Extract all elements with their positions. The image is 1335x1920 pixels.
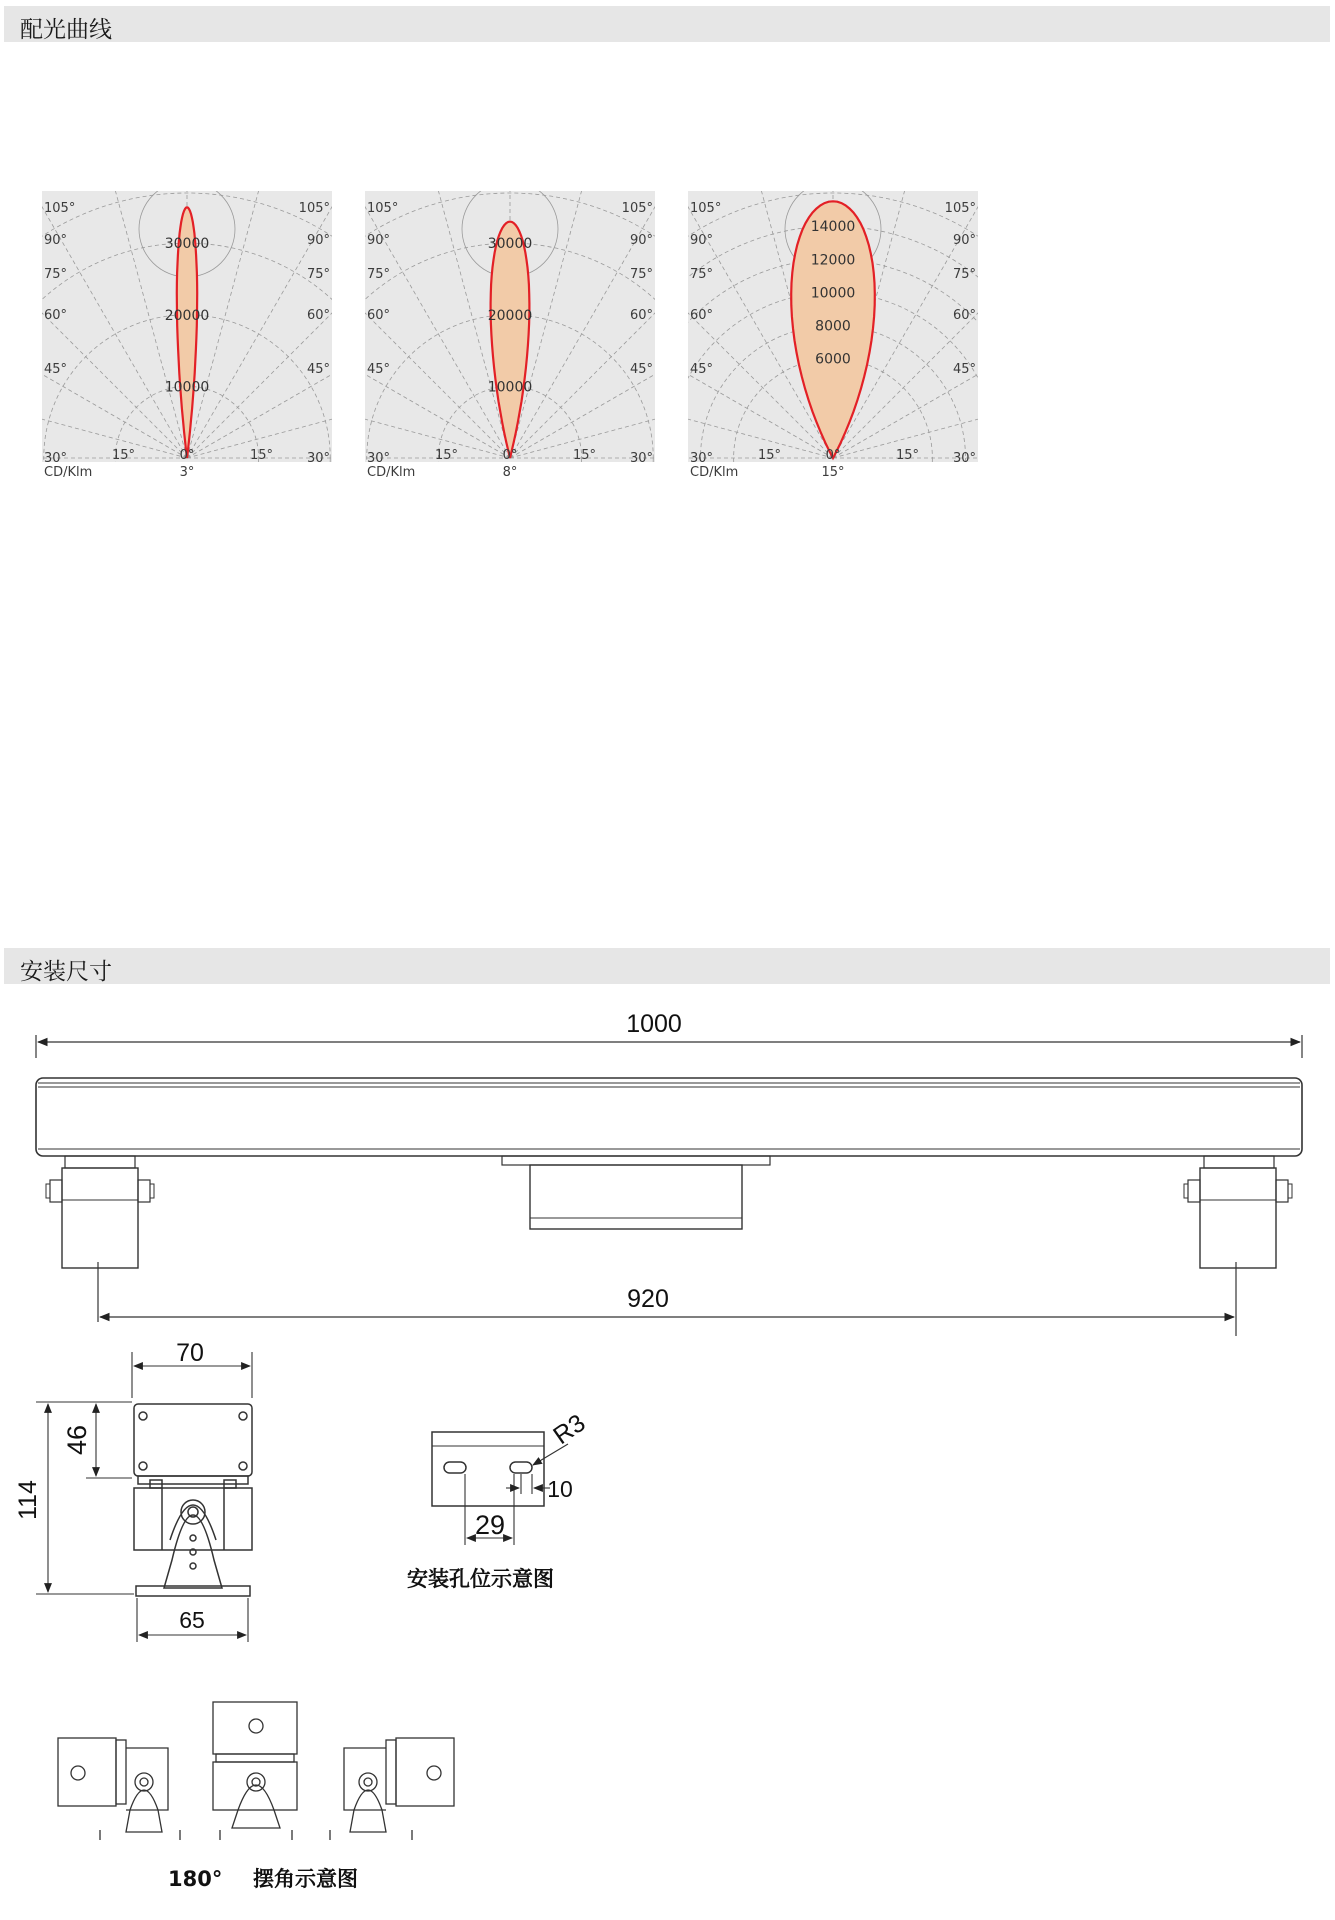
angle-label-left: 105°	[690, 201, 722, 216]
angle-label-left: 15°	[435, 448, 459, 463]
angle-label-right: 60°	[629, 308, 653, 323]
angle-label-left: 90°	[690, 233, 714, 248]
section-title: 安装尺寸	[20, 959, 112, 985]
ring-label: 6000	[815, 351, 851, 368]
ring-label: 30000	[487, 236, 533, 253]
ring-label: 8000	[815, 318, 851, 335]
angle-label-center: 0°	[179, 448, 195, 463]
angle-label-center: 0°	[825, 448, 841, 463]
angle-label-right: 60°	[306, 308, 330, 323]
beam-angle-label: 15°	[821, 465, 845, 480]
luminaire-front-view	[36, 1078, 1302, 1268]
angle-label-right: 105°	[298, 201, 330, 216]
angle-label-left: 45°	[367, 362, 391, 377]
angle-label-right: 30°	[952, 451, 976, 466]
angle-label-right: 45°	[306, 362, 330, 377]
angle-label-left: 15°	[112, 448, 136, 463]
ring-label: 10000	[487, 379, 533, 396]
ring-label: 14000	[810, 219, 856, 236]
swing-angle-text: 摆角示意图	[252, 1867, 358, 1891]
beam-angle-label: 3°	[179, 465, 195, 480]
angle-label-right: 75°	[306, 267, 330, 282]
ring-label: 12000	[810, 252, 856, 269]
angle-label-right: 75°	[629, 267, 653, 282]
dimension-label-29: 29	[474, 1510, 506, 1540]
beam-angle-label: 8°	[502, 465, 518, 480]
unit-label: CD/Klm	[690, 465, 739, 480]
angle-label-left: 105°	[367, 201, 399, 216]
angle-label-right: 45°	[629, 362, 653, 377]
ring-label: 20000	[487, 307, 533, 324]
angle-label-left: 45°	[690, 362, 714, 377]
section-title: 配光曲线	[20, 17, 112, 43]
angle-label-left: 75°	[367, 267, 391, 282]
angle-label-left: 15°	[758, 448, 782, 463]
swing-angle-diagram	[58, 1702, 454, 1840]
angle-label-right: 15°	[250, 448, 274, 463]
luminaire-side-view	[14, 1339, 252, 1642]
angle-label-left: 90°	[44, 233, 68, 248]
angle-label-right: 30°	[306, 451, 330, 466]
mount-hole-caption: 安装孔位示意图	[407, 1567, 554, 1591]
angle-label-right: 30°	[629, 451, 653, 466]
angle-label-left: 75°	[690, 267, 714, 282]
ring-label: 10000	[164, 379, 210, 396]
ring-label: 10000	[810, 285, 856, 302]
angle-label-left: 30°	[367, 451, 391, 466]
angle-label-right: 15°	[896, 448, 920, 463]
dimension-label-65: 65	[179, 1607, 205, 1633]
dimension-label-70: 70	[176, 1339, 204, 1367]
angle-label-left: 30°	[690, 451, 714, 466]
dimension-label-1000: 1000	[626, 1010, 682, 1038]
angle-label-right: 45°	[952, 362, 976, 377]
dimension-overall-length	[36, 1010, 1302, 1058]
dimension-mount-spacing	[98, 1262, 1236, 1336]
angle-label-right: 90°	[306, 233, 330, 248]
angle-label-right: 90°	[629, 233, 653, 248]
angle-label-left: 60°	[690, 308, 714, 323]
angle-label-left: 105°	[44, 201, 76, 216]
angle-label-right: 75°	[952, 267, 976, 282]
dimension-label-46: 46	[62, 1424, 92, 1456]
angle-label-left: 45°	[44, 362, 68, 377]
unit-label: CD/Klm	[44, 465, 93, 480]
angle-label-left: 90°	[367, 233, 391, 248]
mount-hole-diagram	[432, 1409, 591, 1545]
angle-label-left: 60°	[367, 308, 391, 323]
dimension-label-114: 114	[14, 1480, 42, 1520]
dimension-label-10: 10	[547, 1476, 573, 1502]
ring-label: 20000	[164, 307, 210, 324]
swing-angle-value: 180°	[168, 1867, 223, 1891]
swing-angle-caption	[168, 1863, 358, 1893]
angle-label-left: 30°	[44, 451, 68, 466]
angle-label-right: 105°	[621, 201, 653, 216]
dimension-label-920: 920	[627, 1285, 669, 1313]
dimension-label-r3: R3	[548, 1408, 591, 1451]
angle-label-right: 15°	[573, 448, 597, 463]
angle-label-right: 90°	[952, 233, 976, 248]
angle-label-right: 105°	[944, 201, 976, 216]
angle-label-right: 60°	[952, 308, 976, 323]
unit-label: CD/Klm	[367, 465, 416, 480]
angle-label-center: 0°	[502, 448, 518, 463]
angle-label-left: 75°	[44, 267, 68, 282]
angle-label-left: 60°	[44, 308, 68, 323]
ring-label: 30000	[164, 236, 210, 253]
